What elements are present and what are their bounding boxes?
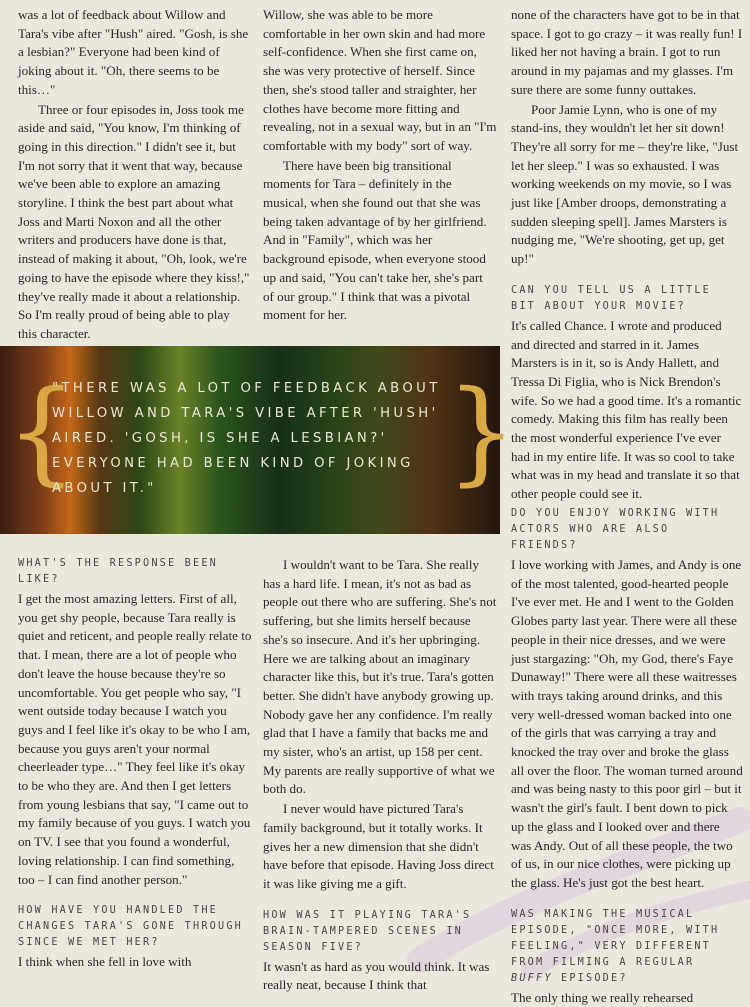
paragraph: Poor Jamie Lynn, who is one of my stand-ins, they wouldn't let her sit down! They're all sorry for me – they're like, "Just let her sleep." I was so exhausted. I was working weekends on my movie, so I was just like [Amber droops, demonstrating a sudden sleeping spell]. James Marsters is nudging me, "We're shooting, get up, get up!" (511, 101, 739, 267)
interview-answer: The only thing we really rehearsed (511, 989, 694, 1005)
right-brace-ornament: } (446, 367, 518, 497)
question-text: WAS MAKING THE MUSICAL EPISODE, "ONCE MORE, WITH FEELING," VERY DIFFERENT FROM FILMING A REGULAR (511, 908, 720, 968)
interview-question: DO YOU ENJOY WORKING WITH ACTORS WHO ARE ALSO FRIENDS? (511, 508, 720, 551)
paragraph: I wouldn't want to be Tara. She really has a hard life. I mean, it's not as bad as people out there who are suffering. She's not suffering, but she limits herself because she's so insecure. And it's her upbringing. Here we are talking about an imaginary character like this, but it's true. Tara's gotten better. She didn't have anybody growing up. Nobody gave her any confidence. I'm really glad that I have a family that backs me and my sister, who's an artist, up 158 per cent. My parents are really supportive of what we both do. (263, 557, 497, 797)
interview-question (511, 907, 743, 987)
column-1 (18, 6, 250, 341)
interview-question: HOW WAS IT PLAYING TARA'S BRAIN-TAMPERED SCENES IN SEASON FIVE? (263, 909, 472, 953)
column-2 (263, 6, 497, 324)
interview-answer: I get the most amazing letters. First of all, you get shy people, because Tara really is quiet and reticent, and people really relate to that. I mean, there are a lot of people who don't leave the house because they're so uncomfortable. You get people who say, "I went outside today because I watch you guys and I feel like it's okay to be who I am, because you guys aren't your normal cheerleader type…" They feel like it's okay to be who they are. And then I get letters from young lesbians that say, "I came out to my family because of you guys. I watch you on TV. I see that you found a wonderful, loving relationship. I can find something, too – I can find another person." (18, 591, 252, 887)
left-brace-ornament: { (6, 367, 78, 497)
pull-quote-banner (0, 346, 518, 534)
column-4 (18, 556, 252, 976)
paragraph: Three or four episodes in, Joss took me aside and said, "You know, I'm thinking of going in this direction." I didn't see it, but I'm not sorry that it went that way, because we've been able to explore an amazing storyline. I think the best part about what Joss and Marti Noxon and all the other writers and producers have done is that, instead of making it about, "Oh, look, we're going to have the episode where they kiss!," they've really made it about a relationship. So I'm really proud of being able to play this character. (18, 101, 250, 341)
column-3 (511, 6, 743, 502)
question-text: EPISODE? (552, 972, 628, 984)
paragraph: Willow, she was able to be more comfortable in her own skin and had more self-confidence. When she first came on, she was very protective of herself. Since then, she's stood taller and straighter, her clothes have become more fitting and revealing, not in a sexual way, but in an "I'm comfortable with my body" sort of way. (263, 7, 497, 153)
interview-answer: It wasn't as hard as you would think. It was really neat, because I think that (263, 958, 490, 993)
pull-quote-text: "THERE WAS A LOT OF FEEDBACK ABOUT WILLOW AND TARA'S VIBE AFTER 'HUSH' AIRED. 'GOSH, IS SHE A LESBIAN?' EVERYONE HAD BEEN KIND OF JOKING ABOUT IT." (52, 381, 441, 496)
column-6 (511, 506, 743, 1005)
paragraph: none of the characters have got to be in that space. I got to go crazy – it was really fun! I liked her not having a brain. I got to run around in my pajamas and my glasses. I'm sure there are some funny outtakes. (511, 7, 743, 97)
interview-answer: It's called Chance. I wrote and produced and directed and starred in it. James Marsters is in it, so is Andy Hallett, and Tressa Di Figlia, who is Nick Brendon's wife. So we had a good time. It's a romantic comedy. Making this film has really been the most wonderful experience I've ever had in my entire life. It was so cool to take what was in my head and translate it so that other people could see it. (511, 317, 742, 502)
interview-answer: I think when she fell in love with (18, 954, 192, 970)
interview-question: WHAT'S THE RESPONSE BEEN LIKE? (18, 558, 219, 585)
paragraph: was a lot of feedback about Willow and Tara's vibe after "Hush" aired. "Gosh, is she a lesbian?" Everyone had been kind of joking about it. "Oh, there seems to be this…" (18, 7, 249, 97)
interview-question: CAN YOU TELL US A LITTLE BIT ABOUT YOUR MOVIE? (511, 284, 712, 312)
paragraph: There have been big transitional moments for Tara – definitely in the musical, when she found out that she was being taken advantage of by her girlfriend. And in "Family", which was her background episode, when everyone stood up and said, "You can't take her, she's part of our group." I think that was a pivotal moment for her. (263, 157, 487, 323)
interview-question: HOW HAVE YOU HANDLED THE CHANGES TARA'S GONE THROUGH SINCE WE MET HER? (18, 905, 244, 949)
column-5 (263, 556, 497, 993)
show-title: BUFFY (511, 972, 553, 984)
paragraph: I never would have pictured Tara's family background, but it totally works. It gives her a new dimension that she didn't have before that episode. Having Joss direct it was like giving me a gift. (263, 801, 494, 891)
interview-answer: I love working with James, and Andy is one of the most talented, good-hearted people I've ever met. He and I went to the Golden Globes party last year. There were all these people in their nice dresses, and we were just stargazing: "Oh, my God, there's Faye Dunaway!" There were all these waitresses with trays taking around drinks, and this very well-dressed woman backed into one of the girls that was carrying a tray and knocked the tray over and broke the glass all over the floor. The woman turned around and was being nasty to this poor girl – but it wasn't the girl's fault. I bent down to pick up the glass and I looked over and there was Andy. Out of all these people, the two of us, in our nice clothes, were picking up the glass. He's just got the best heart. (511, 557, 743, 890)
